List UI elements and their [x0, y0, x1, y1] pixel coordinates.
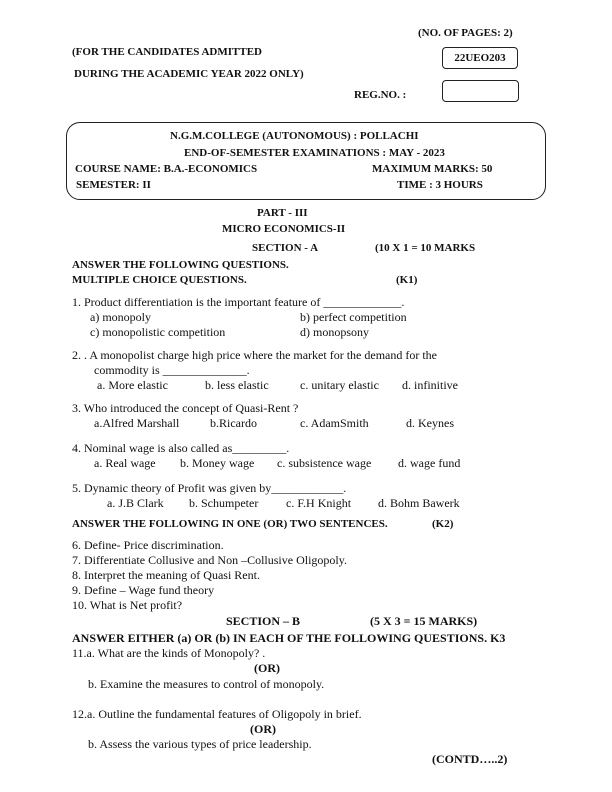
k2-level: (K2) — [432, 518, 454, 530]
question-2: 2. . A monopolist charge high price where the market for the demand for the — [72, 348, 438, 362]
or-label-12: (OR) — [250, 722, 276, 736]
part-label: PART - III — [257, 207, 308, 219]
q4-option-c: c. subsistence wage — [277, 456, 372, 470]
question-11a: 11.a. What are the kinds of Monopoly? . — [72, 646, 266, 660]
question-12b: b. Assess the various types of price leadership. — [88, 737, 312, 751]
instruction-answer: ANSWER THE FOLLOWING QUESTIONS. — [72, 259, 289, 271]
q3-option-b: b.Ricardo — [210, 416, 257, 430]
q1-option-b: b) perfect competition — [300, 310, 407, 324]
q5-option-b: b. Schumpeter — [189, 496, 259, 510]
question-11b: b. Examine the measures to control of monopoly. — [88, 677, 325, 691]
q4-option-b: b. Money wage — [180, 456, 255, 470]
question-1: 1. Product differentiation is the important feature of _____________. — [72, 295, 405, 309]
instruction-k2: ANSWER THE FOLLOWING IN ONE (OR) TWO SENTENCES. — [72, 518, 388, 530]
q3-option-c: c. AdamSmith — [300, 416, 369, 430]
exam-time: TIME : 3 HOURS — [397, 179, 483, 191]
section-a-marks: (10 X 1 = 10 MARKS — [375, 242, 476, 254]
question-7: 7. Differentiate Collusive and Non –Collusive Oligopoly. — [72, 553, 347, 567]
q2-option-b: b. less elastic — [205, 378, 269, 392]
admitted-line-2: DURING THE ACADEMIC YEAR 2022 ONLY) — [74, 68, 304, 80]
question-9: 9. Define – Wage fund theory — [72, 583, 215, 597]
q2-option-d: d. infinitive — [402, 378, 458, 392]
subject-title: MICRO ECONOMICS-II — [222, 223, 346, 235]
semester: SEMESTER: II — [76, 179, 151, 191]
question-3: 3. Who introduced the concept of Quasi-Rent ? — [72, 401, 299, 415]
q5-option-d: d. Bohm Bawerk — [378, 496, 460, 510]
course-name: COURSE NAME: B.A.-ECONOMICS — [75, 163, 258, 175]
question-12a: 12.a. Outline the fundamental features of Oligopoly in brief. — [72, 707, 362, 721]
q3-option-a: a.Alfred Marshall — [94, 416, 180, 430]
section-b-title: SECTION – B — [226, 614, 301, 628]
maximum-marks: MAXIMUM MARKS: 50 — [372, 163, 493, 175]
q1-option-c: c) monopolistic competition — [90, 325, 226, 339]
continued-note: (CONTD…..2) — [432, 752, 508, 766]
instruction-k3: ANSWER EITHER (a) OR (b) IN EACH OF THE FOLLOWING QUESTIONS. K3 — [72, 631, 506, 645]
section-b-marks: (5 X 3 = 15 MARKS) — [370, 614, 478, 628]
q1-option-d: d) monopsony — [300, 325, 369, 339]
or-label-11: (OR) — [254, 661, 280, 675]
reg-no-field[interactable] — [442, 80, 519, 102]
reg-no-label: REG.NO. : — [354, 89, 407, 101]
college-name: N.G.M.COLLEGE (AUTONOMOUS) : POLLACHI — [170, 130, 419, 142]
q5-option-c: c. F.H Knight — [286, 496, 352, 510]
course-code: 22UEO203 — [454, 52, 506, 64]
question-4: 4. Nominal wage is also called as_________. — [72, 441, 290, 455]
admitted-line-1: (FOR THE CANDIDATES ADMITTED — [72, 46, 262, 58]
q5-option-a: a. J.B Clark — [107, 496, 164, 510]
question-2-continued: commodity is ______________. — [94, 363, 250, 377]
q2-option-a: a. More elastic — [97, 378, 168, 392]
question-5: 5. Dynamic theory of Profit was given by____________. — [72, 481, 347, 495]
question-10: 10. What is Net profit? — [72, 598, 183, 612]
question-8: 8. Interpret the meaning of Quasi Rent. — [72, 568, 260, 582]
section-a-title: SECTION - A — [252, 242, 319, 254]
q2-option-c: c. unitary elastic — [300, 378, 379, 392]
q1-option-a: a) monopoly — [90, 310, 151, 324]
q4-option-a: a. Real wage — [94, 456, 156, 470]
exam-title: END-OF-SEMESTER EXAMINATIONS : MAY - 2023 — [184, 147, 445, 159]
k1-level: (K1) — [396, 274, 418, 286]
course-code-box — [442, 47, 518, 69]
question-6: 6. Define- Price discrimination. — [72, 538, 224, 552]
q4-option-d: d. wage fund — [398, 456, 461, 470]
instruction-mcq: MULTIPLE CHOICE QUESTIONS. — [72, 274, 247, 286]
number-of-pages: (NO. OF PAGES: 2) — [418, 27, 513, 39]
q3-option-d: d. Keynes — [406, 416, 454, 430]
